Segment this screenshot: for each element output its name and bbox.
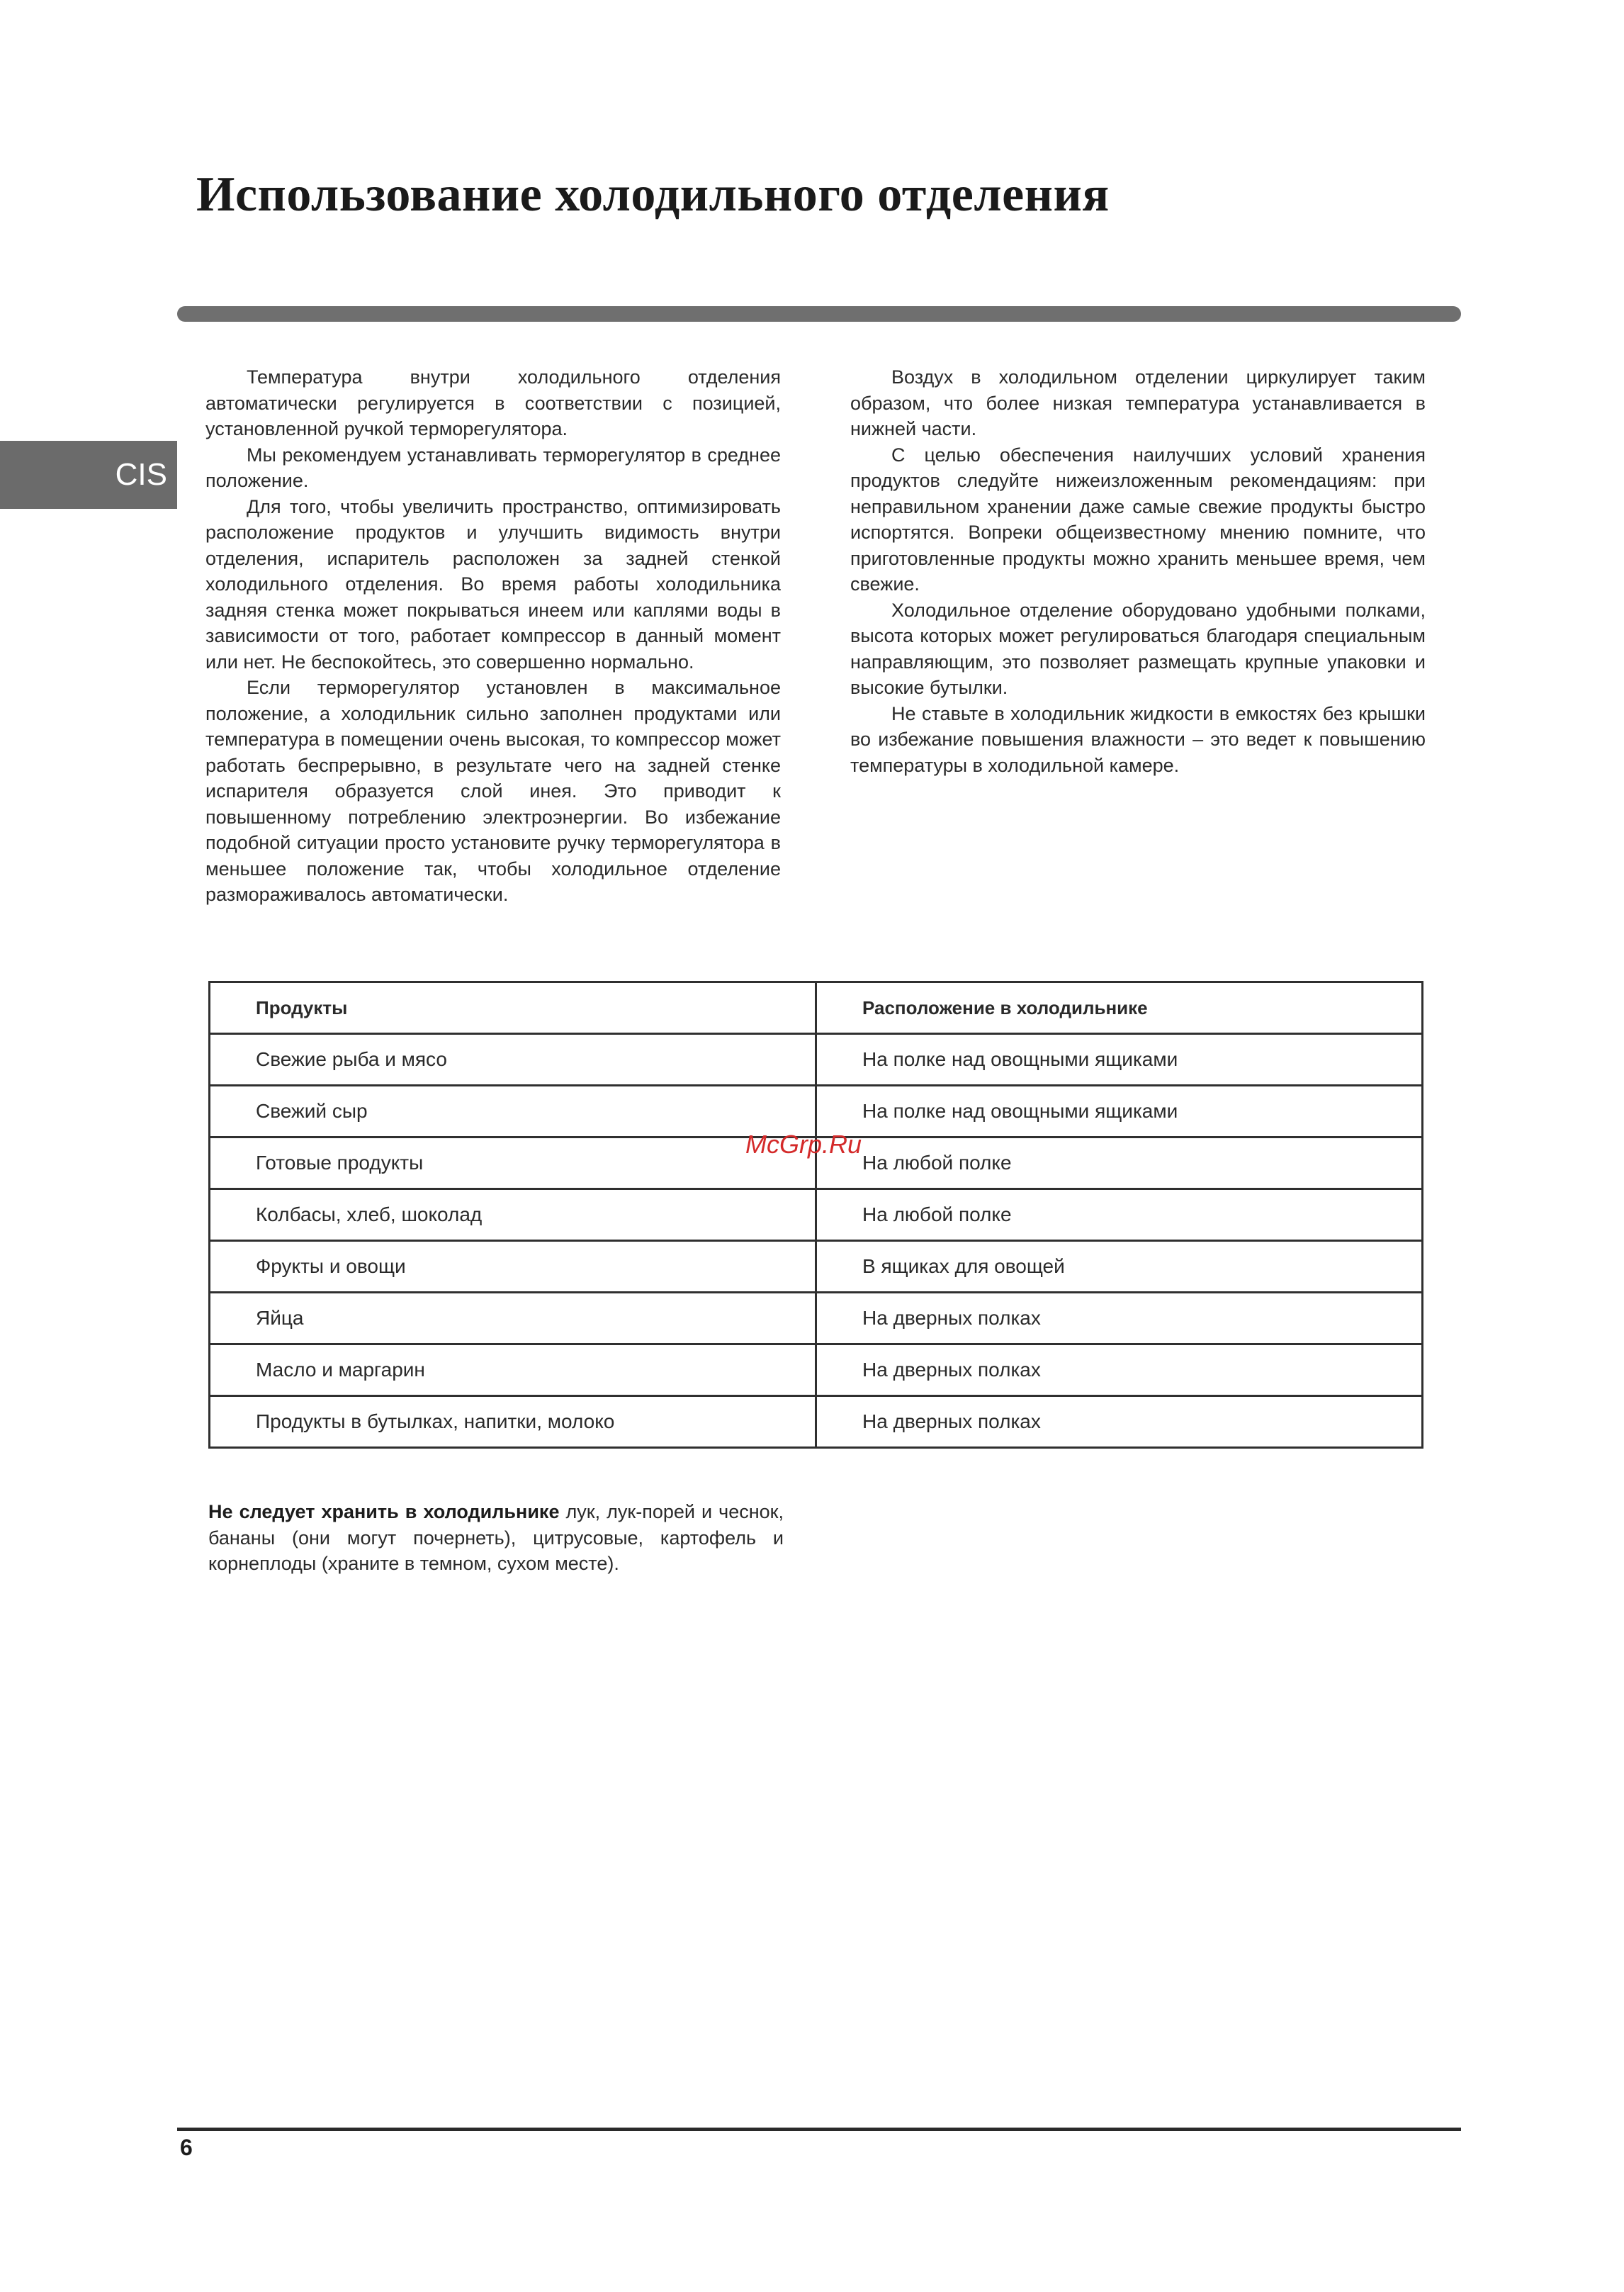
paragraph: Температура внутри холодильного отделения автоматически регулируется в соответствии с позицией, установленной ручкой терморегулятора. (205, 366, 781, 439)
product-cell: Готовые продукты (210, 1137, 816, 1189)
column-header-location: Расположение в холодильнике (816, 982, 1423, 1034)
product-cell: Масло и маргарин (210, 1344, 816, 1396)
table-row (210, 1034, 1423, 1086)
location-cell: На полке над овощными ящиками (816, 1086, 1423, 1137)
page-title: Использование холодильного отделения (196, 167, 1110, 222)
table-row (210, 1344, 1423, 1396)
location-cell: На любой полке (816, 1189, 1423, 1241)
column-header-products: Продукты (210, 982, 816, 1034)
left-text-column (205, 364, 781, 908)
storage-note-bold: Не следует хранить в холодильнике (208, 1501, 560, 1522)
table-row (210, 1396, 1423, 1448)
location-cell: На дверных полках (816, 1396, 1423, 1448)
product-cell: Яйца (210, 1293, 816, 1344)
page-number: 6 (180, 2135, 193, 2160)
storage-note (208, 1499, 784, 1577)
table-row (210, 1189, 1423, 1241)
location-cell: На дверных полках (816, 1293, 1423, 1344)
right-text-column (850, 364, 1426, 778)
title-divider (177, 306, 1461, 322)
product-cell: Продукты в бутылках, напитки, молоко (210, 1396, 816, 1448)
paragraph: Если терморегулятор установлен в максимальное положение, а холодильник сильно заполнен продуктами или температура в помещении очень высокая, то компрессор может работать беспрерывно, в результате чего на задней стенке испарителя образуется слой инея. Это приводит к повышенному потреблению электроэнергии. Во избежание подобной ситуации просто установите ручку терморегулятора в меньшее положение так, чтобы холодильное отделение размораживалось автоматически. (205, 677, 781, 905)
location-cell: На дверных полках (816, 1344, 1423, 1396)
language-tab: CIS (0, 441, 177, 509)
location-cell: На полке над овощными ящиками (816, 1034, 1423, 1086)
watermark: McGrp.Ru (745, 1130, 862, 1159)
location-cell: На любой полке (816, 1137, 1423, 1189)
product-cell: Колбасы, хлеб, шоколад (210, 1189, 816, 1241)
paragraph: Мы рекомендуем устанавливать терморегулятор в среднее положение. (205, 444, 781, 491)
footer-divider (177, 2128, 1461, 2131)
paragraph: Не ставьте в холодильник жидкости в емкостях без крышки во избежание повышения влажности – это ведет к повышению температуры в холодильной камере. (850, 702, 1426, 776)
table-row (210, 1241, 1423, 1293)
paragraph: Для того, чтобы увеличить пространство, оптимизировать расположение продуктов и улучшить видимость внутри отделения, испаритель расположен за задней стенкой холодильного отделения. Во время работы холодильника задняя стенка может покрываться инеем или каплями воды в зависимости от того, работает компрессор в данный момент или нет. Не беспокойтесь, это совершенно нормально. (205, 495, 781, 673)
product-cell: Фрукты и овощи (210, 1241, 816, 1293)
table-row (210, 1293, 1423, 1344)
product-cell: Свежий сыр (210, 1086, 816, 1137)
table-header-row (210, 982, 1423, 1034)
location-cell: В ящиках для овощей (816, 1241, 1423, 1293)
paragraph: С целью обеспечения наилучших условий хранения продуктов следуйте нижеизложенным рекомендациям: при неправильном хранении даже самые свежие продукты быстро испортятся. Вопреки общеизвестному мнению помните, что приготовленные продукты можно хранить меньшее время, чем свежие. (850, 444, 1426, 595)
product-cell: Свежие рыба и мясо (210, 1034, 816, 1086)
paragraph: Холодильное отделение оборудовано удобными полками, высота которых может регулироваться благодаря специальным направляющим, это позволяет размещать крупные упаковки и высокие бутылки. (850, 599, 1426, 698)
food-storage-table (208, 981, 1423, 1449)
paragraph: Воздух в холодильном отделении циркулирует таким образом, что более низкая температура устанавливается в нижней части. (850, 366, 1426, 439)
storage-note-text: лук, лук-порей и чеснок, бананы (они могут почернеть), цитрусовые, картофель и корнеплоды (храните в темном, сухом месте). (208, 1501, 784, 1574)
